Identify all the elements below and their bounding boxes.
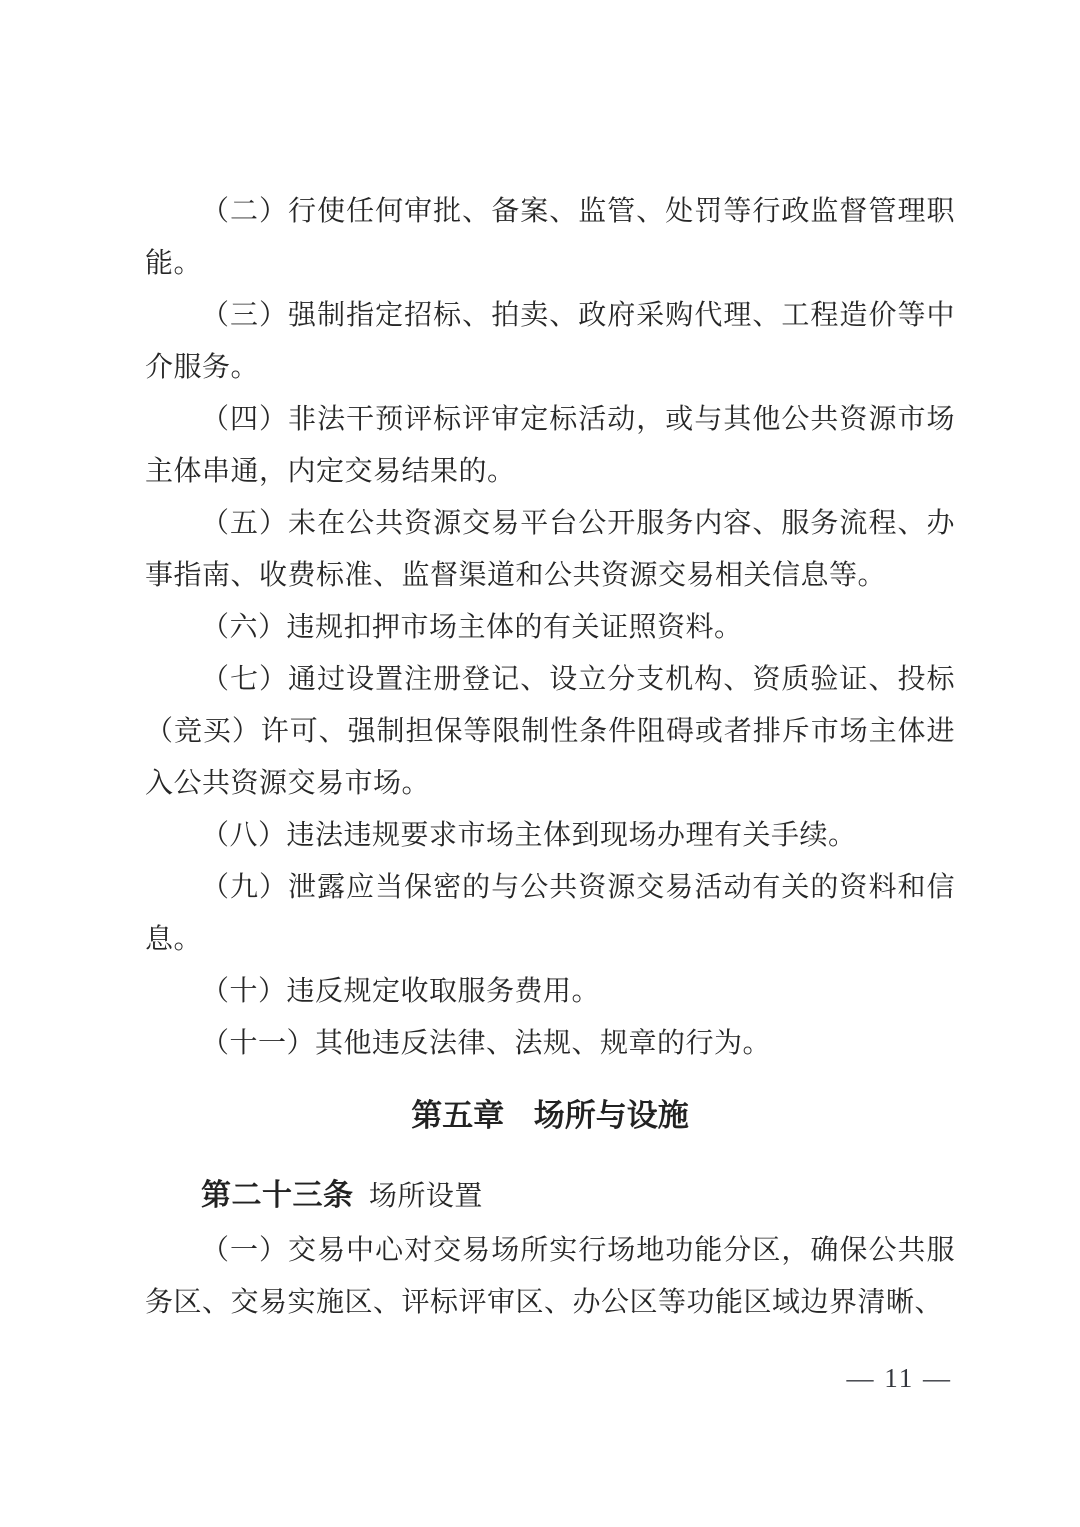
page-number: — 11 — (846, 1363, 952, 1393)
clause-5-paragraph: （五）未在公共资源交易平台公开服务内容、服务流程、办事指南、收费标准、监督渠道和公共资源交易相关信息等。 (145, 508, 955, 591)
clause-8-paragraph: （八）违法违规要求市场主体到现场办理有关手续。 (201, 820, 857, 851)
clause-2-paragraph: （二）行使任何审批、备案、监管、处罚等行政监督管理职能。 (145, 196, 955, 279)
article-title: 场所设置 (368, 1181, 483, 1212)
chapter-label: 第五章 (411, 1098, 505, 1133)
chapter-title: 场所与设施 (533, 1098, 689, 1133)
article-heading (145, 1168, 955, 1225)
clause-9-paragraph: （九）泄露应当保密的与公共资源交易活动有关的资料和信息。 (145, 872, 955, 955)
clause-6-paragraph: （六）违规扣押市场主体的有关证照资料。 (201, 612, 743, 643)
clause-10-paragraph: （十）违反规定收取服务费用。 (201, 976, 601, 1007)
chapter-heading (145, 1090, 955, 1142)
clause-3-paragraph: （三）强制指定招标、拍卖、政府采购代理、工程造价等中介服务。 (145, 300, 955, 383)
clause-4-paragraph: （四）非法干预评标评审定标活动，或与其他公共资源市场主体串通，内定交易结果的。 (145, 404, 955, 487)
article-number: 第二十三条 (201, 1179, 354, 1212)
text-column (145, 0, 955, 1329)
clause-7-paragraph: （七）通过设置注册登记、设立分支机构、资质验证、投标（竞买）许可、强制担保等限制性条件阻碍或者排斥市场主体进入公共资源交易市场。 (145, 664, 955, 799)
clause-1-paragraph: （一）交易中心对交易场所实行场地功能分区，确保公共服务区、交易实施区、评标评审区、办公区等功能区域边界清晰、 (145, 1235, 955, 1318)
clause-11-paragraph: （十一）其他违反法律、法规、规章的行为。 (201, 1028, 772, 1059)
